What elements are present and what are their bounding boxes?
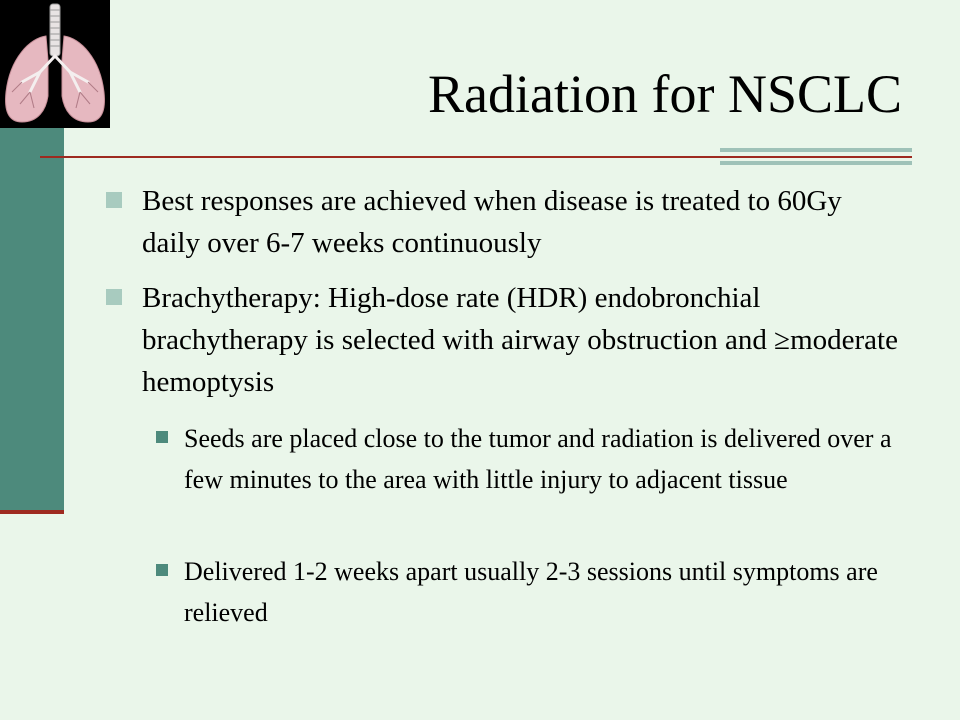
sub-bullet-marker xyxy=(156,431,168,443)
bullet-text: Best responses are achieved when disease is treated to 60Gy daily over 6-7 weeks continuously xyxy=(142,185,842,259)
slide-title: Radiation for NSCLC xyxy=(428,64,902,124)
sub-bullet-item xyxy=(184,418,904,500)
sub-bullet-text: Seeds are placed close to the tumor and radiation is delivered over a few minutes to the area with little injury to adjacent tissue xyxy=(184,424,892,494)
bullet-text: Brachytherapy: High-dose rate (HDR) endobronchial brachytherapy is selected with airway obstruction and ≥moderate hemoptysis xyxy=(142,282,898,398)
bullet-item xyxy=(142,277,902,403)
bullet-marker xyxy=(106,192,122,208)
sub-bullet-item xyxy=(184,551,904,633)
bullet-marker xyxy=(106,289,122,305)
sub-bullet-marker xyxy=(156,564,168,576)
bullet-item xyxy=(142,180,902,264)
sub-bullet-text: Delivered 1-2 weeks apart usually 2-3 sessions until symptoms are relieved xyxy=(184,557,878,627)
